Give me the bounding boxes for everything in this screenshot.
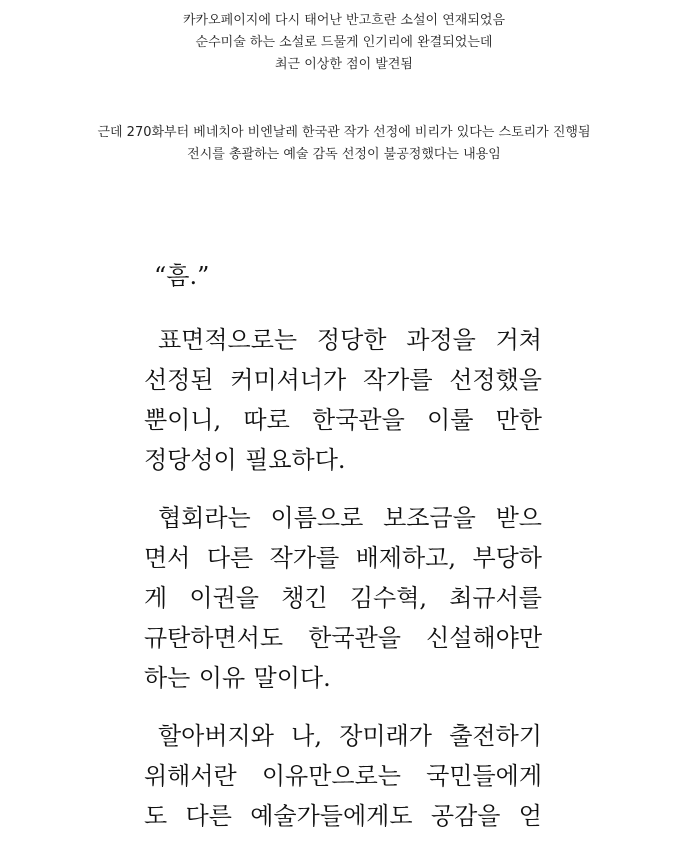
- excerpt-word: 이유: [198, 664, 246, 692]
- excerpt-word: 출전하기: [449, 722, 542, 750]
- excerpt-line: [144, 756, 542, 796]
- excerpt-line: [154, 256, 542, 296]
- excerpt-word: 말이다.: [253, 664, 331, 692]
- excerpt-word: 정당한: [316, 326, 387, 354]
- excerpt-line: [144, 796, 542, 836]
- excerpt-word: 받으: [495, 504, 542, 532]
- excerpt-word: 표면적으로는: [158, 326, 298, 354]
- excerpt-word: 나,: [291, 722, 322, 750]
- excerpt-word: 커미셔너가: [230, 366, 347, 394]
- excerpt-word: 최규서를: [449, 584, 542, 612]
- excerpt-line: [144, 618, 542, 658]
- note-line: 전시를 총괄하는 예술 감독 선정이 불공정했다는 내용임: [187, 147, 501, 162]
- post-intro: [0, 10, 688, 76]
- intro-line: 순수미술 하는 소설로 드물게 인기리에 완결되었는데: [195, 35, 493, 50]
- excerpt-word: 따로: [243, 406, 290, 434]
- excerpt-word: 거쳐: [495, 326, 542, 354]
- novel-excerpt-image: [144, 256, 542, 854]
- excerpt-line: [144, 400, 542, 440]
- excerpt-word: 이유만으로는: [261, 762, 401, 790]
- excerpt-word: 다른: [206, 544, 254, 572]
- excerpt-line: [144, 538, 542, 578]
- excerpt-word: 챙긴: [281, 584, 328, 612]
- excerpt-word: 만한: [495, 406, 542, 434]
- excerpt-word: 하는: [144, 664, 191, 692]
- excerpt-word: 김수혁,: [349, 584, 428, 612]
- excerpt-line: [144, 440, 542, 480]
- excerpt-paragraph: [144, 716, 542, 836]
- excerpt-word: “흠.”: [154, 262, 210, 290]
- note-line: 근데 270화부터 베네치아 비엔날레 한국관 작가 선정에 비리가 있다는 스토리가 진행됨: [97, 125, 591, 140]
- excerpt-word: 뿐이니,: [144, 406, 222, 434]
- excerpt-word: 공감을: [430, 802, 501, 830]
- excerpt-word: 과정을: [406, 326, 476, 354]
- excerpt-word: 배제하고,: [355, 544, 456, 572]
- excerpt-word: 선정된: [144, 366, 214, 394]
- excerpt-word: 한국관을: [312, 406, 405, 434]
- post-note: [0, 122, 688, 166]
- excerpt-word: 얻: [518, 802, 542, 830]
- intro-line: 카카오페이지에 다시 태어난 반고흐란 소설이 연재되었음: [182, 13, 506, 28]
- excerpt-word: 위해서란: [144, 762, 237, 790]
- excerpt-word: 이권을: [189, 584, 259, 612]
- excerpt-word: 할아버지와: [158, 722, 274, 750]
- excerpt-word: 신설해야만: [426, 624, 542, 652]
- excerpt-word: 국민들에게: [426, 762, 542, 790]
- excerpt-line: [144, 658, 542, 698]
- excerpt-word: 면서: [144, 544, 191, 572]
- excerpt-line: [144, 716, 542, 756]
- excerpt-line: [144, 320, 542, 360]
- excerpt-word: 필요하다.: [245, 446, 346, 474]
- excerpt-word: 다른: [185, 802, 232, 830]
- excerpt-word: 협회라는: [158, 504, 251, 532]
- excerpt-line: [144, 498, 542, 538]
- excerpt-word: 정당성이: [144, 446, 237, 474]
- excerpt-word: 작가를: [269, 544, 340, 572]
- excerpt-word: 규탄하면서도: [144, 624, 284, 652]
- excerpt-word: 작가를: [362, 366, 433, 394]
- excerpt-word: 보조금을: [383, 504, 476, 532]
- excerpt-word: 이룰: [427, 406, 474, 434]
- excerpt-word: 게: [144, 584, 168, 612]
- excerpt-word: 부당하: [472, 544, 542, 572]
- excerpt-line: [144, 360, 542, 400]
- excerpt-paragraph: [144, 320, 542, 480]
- excerpt-line: [144, 578, 542, 618]
- excerpt-word: 장미래가: [339, 722, 432, 750]
- excerpt-word: 선정했을: [449, 366, 542, 394]
- excerpt-paragraph: [144, 256, 542, 296]
- excerpt-word: 이름으로: [270, 504, 364, 532]
- intro-line: 최근 이상한 점이 발견됨: [275, 57, 413, 72]
- excerpt-word: 한국관을: [308, 624, 401, 652]
- excerpt-word: 예술가들에게도: [250, 802, 413, 830]
- excerpt-paragraph: [144, 498, 542, 698]
- excerpt-word: 도: [144, 802, 168, 830]
